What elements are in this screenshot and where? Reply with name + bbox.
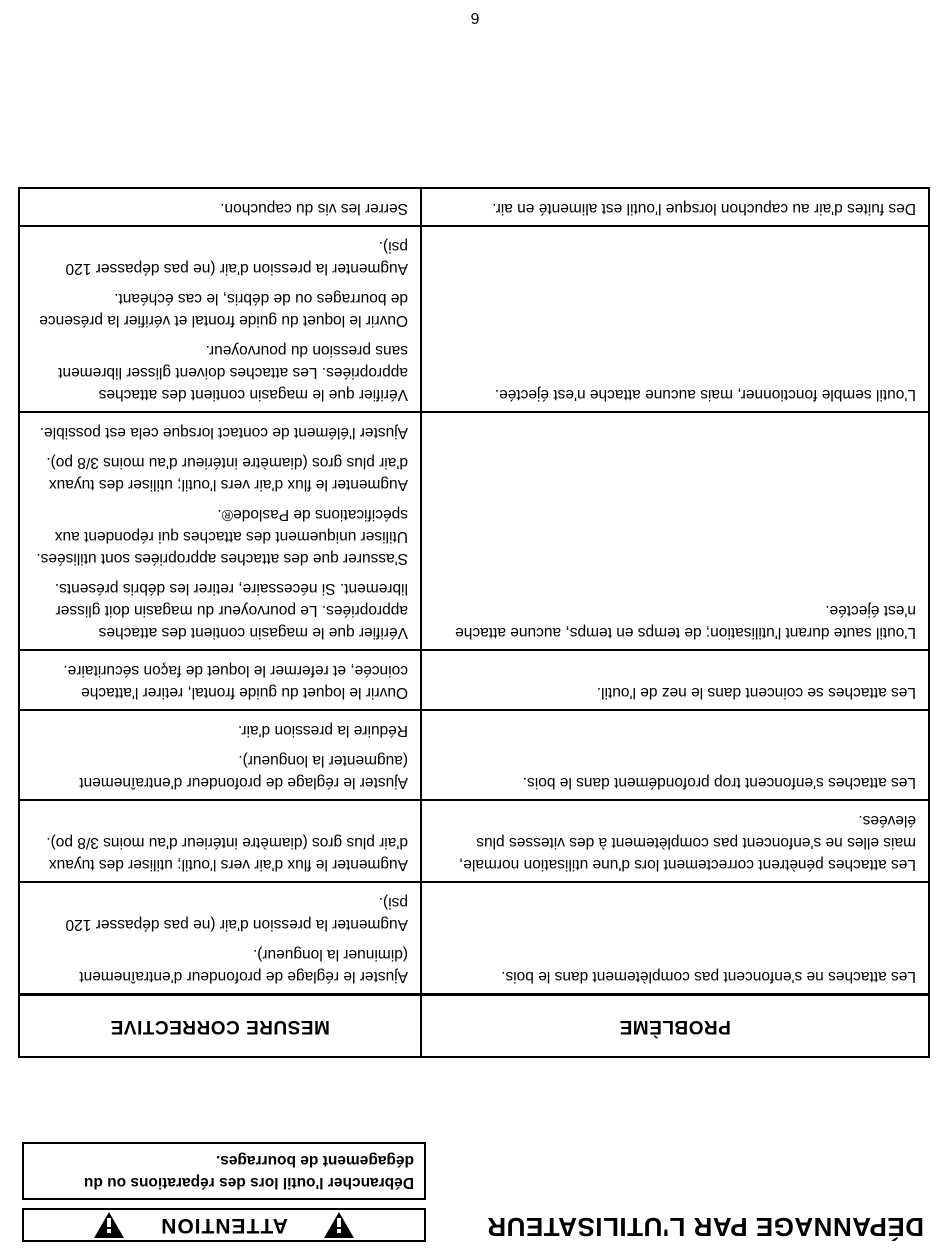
- corrective-action: Augmenter la pression d'air (ne pas dépasser 120 psi).: [65, 894, 408, 933]
- corrective-action-cell: [19, 226, 421, 412]
- table-row: [19, 650, 929, 710]
- problem-cell: Les attaches pénètrent correctement lors d'une utilisation normale, mais elles ne s'enfoncent pas complètement à des vitesses plus élevées.: [421, 800, 929, 882]
- page-title: DÉPANNAGE PAR L'UTILISATEUR: [486, 1212, 924, 1242]
- corrective-action: Ajuster l'élément de contact lorsque cela est possible.: [39, 424, 408, 441]
- corrective-action: Ouvrir le loquet du guide frontal et vérifier la présence de bourrages ou de débris, le cas échéant.: [39, 290, 408, 329]
- header-corrective-action: MESURE CORRECTIVE: [19, 995, 421, 1058]
- troubleshooting-table: [18, 187, 930, 1058]
- attention-label: ATTENTION: [160, 1214, 288, 1237]
- corrective-action-cell: [19, 412, 421, 650]
- table-row: [19, 226, 929, 412]
- table-row: [19, 800, 929, 882]
- corrective-action-cell: [19, 710, 421, 800]
- corrective-action: Ajuster le réglage de profondeur d'entraînement (augmenter la longueur).: [79, 752, 408, 791]
- problem-cell: L'outil semble fonctionner, mais aucune attache n'est éjectée.: [421, 226, 929, 412]
- attention-message: Débrancher l'outil lors des réparations ou du dégagement de bourrages.: [22, 1142, 426, 1200]
- table-row: [19, 188, 929, 226]
- corrective-action: Vérifier que le magasin contient des attaches appropriées. Les attaches doivent glisser librement sans pression du pourvoyeur.: [58, 342, 408, 403]
- problem-cell: Les attaches s'enfoncent trop profondément dans le bois.: [421, 710, 929, 800]
- corrective-action: Vérifier que le magasin contient des attaches appropriées. Le pourvoyeur du magasin doit glisser librement. Si nécessaire, retirer les débris présents.: [54, 580, 408, 641]
- table-row: [19, 412, 929, 650]
- corrective-action: S'assurer que des attaches appropriées sont utilisées. Utiliser uniquement des attaches qui répondent aux spécifications de Paslode®.: [36, 506, 408, 567]
- corrective-action-cell: [19, 188, 421, 226]
- corrective-action: Augmenter le flux d'air vers l'outil; utiliser des tuyaux d'air plus gros (diamètre intérieur d'au moins 3/8 po).: [46, 834, 408, 873]
- warning-icon: [92, 1210, 126, 1240]
- corrective-action: Serrer les vis du capuchon.: [220, 200, 408, 217]
- corrective-action: Augmenter le flux d'air vers l'outil; utiliser des tuyaux d'air plus gros (diamètre intérieur d'au moins 3/8 po).: [46, 454, 408, 493]
- corrective-action: Ajuster le réglage de profondeur d'entraînement (diminuer la longueur).: [79, 946, 408, 985]
- corrective-action-cell: [19, 800, 421, 882]
- attention-banner: [22, 1208, 426, 1242]
- corrective-action-cell: [19, 650, 421, 710]
- corrective-action: Ouvrir le loquet du guide frontal, retirer l'attache coincée, et refermer le loquet de façon sécuritaire.: [63, 662, 408, 701]
- problem-cell: Les attaches se coincent dans le nez de l'outil.: [421, 650, 929, 710]
- problem-cell: Des fuites d'air au capuchon lorsque l'outil est alimenté en air.: [421, 188, 929, 226]
- table-header-row: [19, 995, 929, 1058]
- corrective-action: Augmenter la pression d'air (ne pas dépasser 120 psi).: [65, 238, 408, 277]
- table-row: [19, 882, 929, 995]
- warning-icon: [322, 1210, 356, 1240]
- header-problem: PROBLÈME: [421, 995, 929, 1058]
- problem-cell: L'outil saute durant l'utilisation; de temps en temps, aucune attache n'est éjectée.: [421, 412, 929, 650]
- page-number: 6: [470, 9, 480, 26]
- table-row: [19, 710, 929, 800]
- problem-cell: Les attaches ne s'enfoncent pas complètement dans le bois.: [421, 882, 929, 995]
- corrective-action-cell: [19, 882, 421, 995]
- corrective-action: Réduire la pression d'air.: [237, 722, 408, 739]
